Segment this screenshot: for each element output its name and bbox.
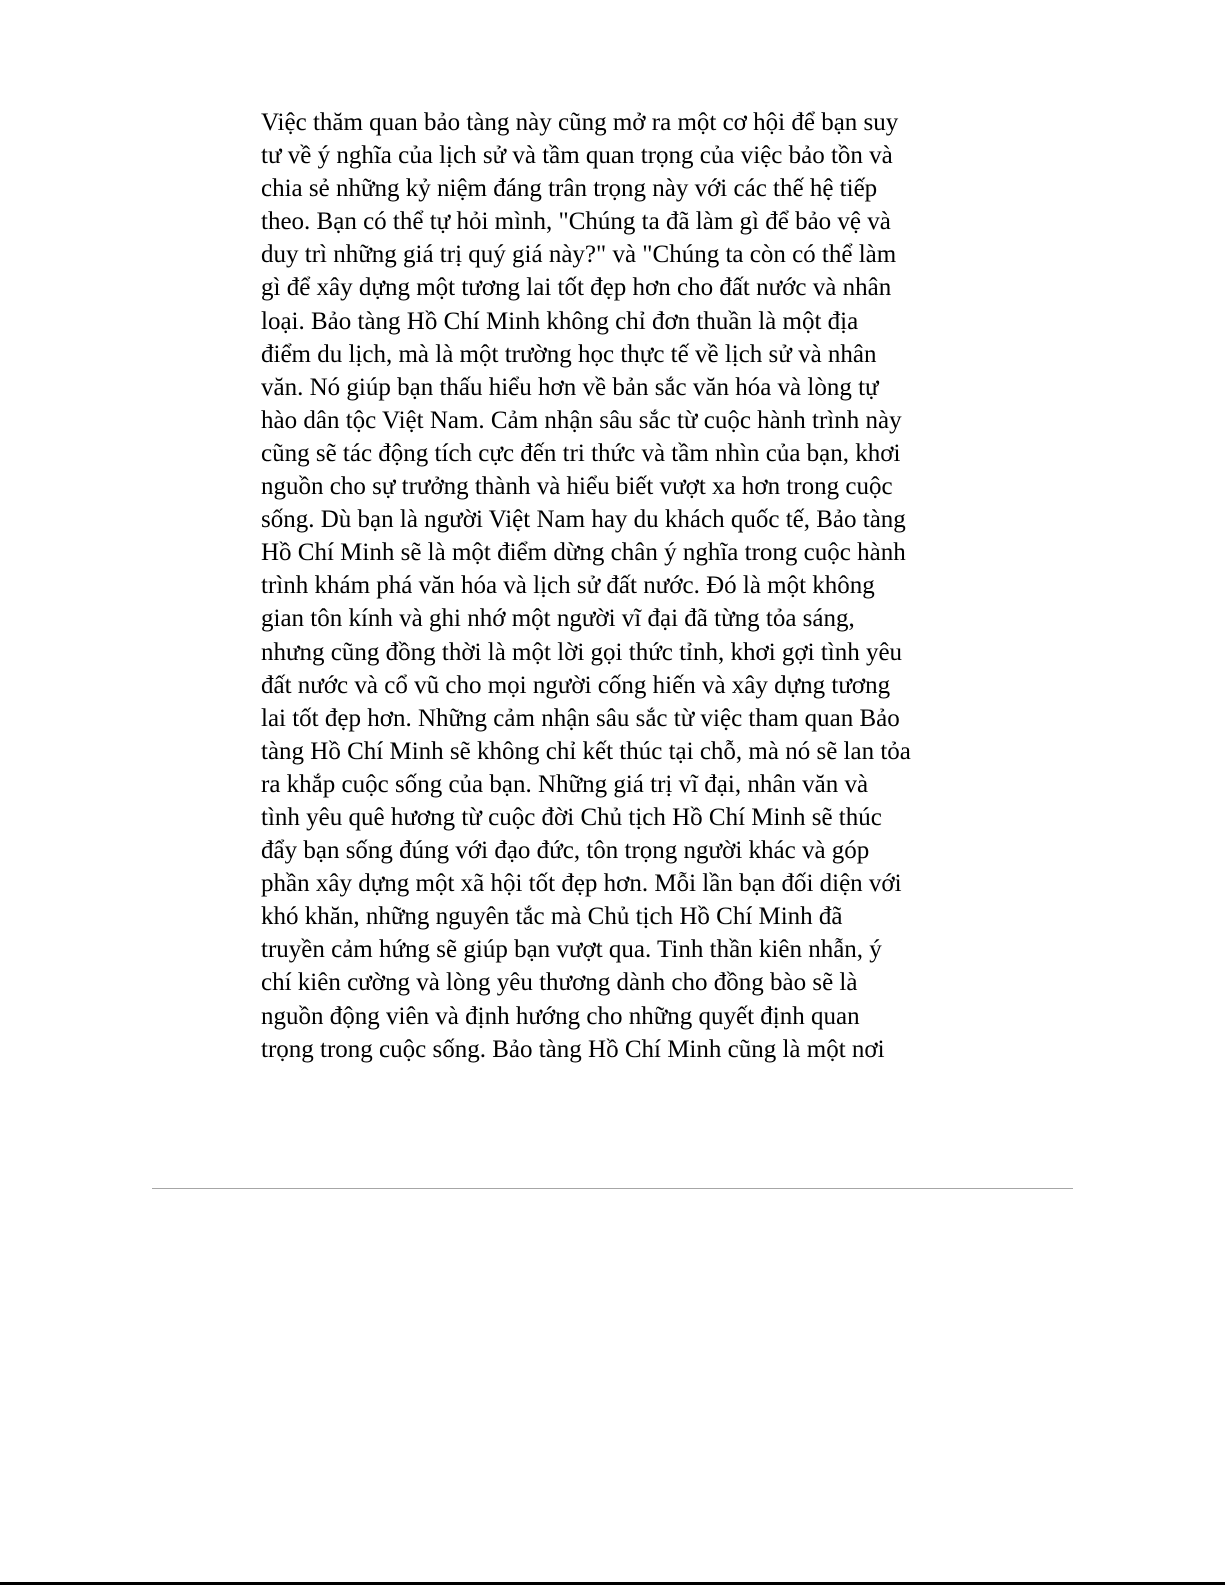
text-line: lai tốt đẹp hơn. Những cảm nhận sâu sắc từ việc tham quan Bảo: [261, 704, 900, 732]
text-line: gian tôn kính và ghi nhớ một người vĩ đại đã từng tỏa sáng,: [261, 605, 855, 633]
text-line: khó khăn, những nguyên tắc mà Chủ tịch Hồ Chí Minh đã: [261, 903, 843, 931]
text-line: chí kiên cường và lòng yêu thương dành cho đồng bào sẽ là: [261, 969, 858, 997]
body-paragraph: [261, 106, 981, 1066]
text-line: điểm du lịch, mà là một trường học thực tế về lịch sử và nhân: [261, 340, 877, 368]
text-line: đất nước và cổ vũ cho mọi người cống hiến và xây dựng tương: [261, 671, 891, 699]
text-line: chia sẻ những kỷ niệm đáng trân trọng này với các thế hệ tiếp: [261, 175, 878, 203]
text-line: tư về ý nghĩa của lịch sử và tầm quan trọng của việc bảo tồn và: [261, 142, 893, 170]
text-line: đẩy bạn sống đúng với đạo đức, tôn trọng người khác và góp: [261, 837, 870, 865]
text-line: phần xây dựng một xã hội tốt đẹp hơn. Mỗi lần bạn đối diện với: [261, 870, 902, 898]
text-line: trọng trong cuộc sống. Bảo tàng Hồ Chí Minh cũng là một nơi: [261, 1035, 885, 1063]
text-line: cũng sẽ tác động tích cực đến tri thức và tầm nhìn của bạn, khơi: [261, 439, 901, 467]
text-line: nhưng cũng đồng thời là một lời gọi thức tỉnh, khơi gợi tình yêu: [261, 638, 903, 666]
text-line: gì để xây dựng một tương lai tốt đẹp hơn cho đất nước và nhân: [261, 274, 892, 302]
page-divider: [152, 1188, 1073, 1189]
text-line: truyền cảm hứng sẽ giúp bạn vượt qua. Tinh thần kiên nhẫn, ý: [261, 936, 882, 964]
text-line: hào dân tộc Việt Nam. Cảm nhận sâu sắc từ cuộc hành trình này: [261, 406, 902, 434]
text-line: tàng Hồ Chí Minh sẽ không chỉ kết thúc tại chỗ, mà nó sẽ lan tỏa: [261, 737, 911, 765]
text-line: nguồn động viên và định hướng cho những quyết định quan: [261, 1002, 860, 1030]
text-line: ra khắp cuộc sống của bạn. Những giá trị vĩ đại, nhân văn và: [261, 770, 869, 798]
text-line: duy trì những giá trị quý giá này?" và "Chúng ta còn có thể làm: [261, 241, 897, 269]
text-line: loại. Bảo tàng Hồ Chí Minh không chỉ đơn thuần là một địa: [261, 307, 859, 335]
text-line: Hồ Chí Minh sẽ là một điểm dừng chân ý nghĩa trong cuộc hành: [261, 539, 906, 567]
text-line: trình khám phá văn hóa và lịch sử đất nước. Đó là một không: [261, 572, 875, 600]
text-line: tình yêu quê hương từ cuộc đời Chủ tịch Hồ Chí Minh sẽ thúc: [261, 803, 882, 831]
text-line: nguồn cho sự trưởng thành và hiểu biết vượt xa hơn trong cuộc: [261, 473, 893, 501]
text-line: Việc thăm quan bảo tàng này cũng mở ra một cơ hội để bạn suy: [261, 109, 899, 136]
text-line: theo. Bạn có thể tự hỏi mình, "Chúng ta đã làm gì để bảo vệ và: [261, 208, 891, 236]
text-line: văn. Nó giúp bạn thấu hiểu hơn về bản sắc văn hóa và lòng tự: [261, 373, 879, 401]
text-line: sống. Dù bạn là người Việt Nam hay du khách quốc tế, Bảo tàng: [261, 506, 906, 534]
